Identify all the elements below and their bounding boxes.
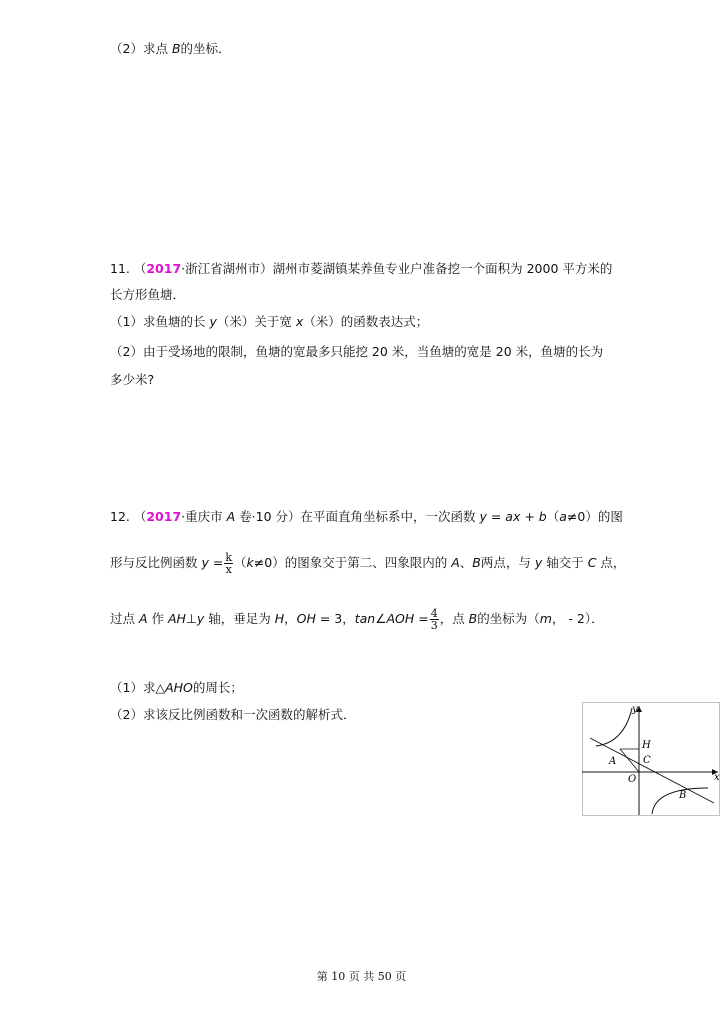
q12-part2: （2）求该反比例函数和一次函数的解析式．	[110, 707, 356, 722]
hyperbola-branch-upper-left	[596, 708, 632, 746]
q11-part2: （2）由于受场地的限制，鱼塘的宽最多只能挖 20 米，当鱼塘的宽是 20 米，鱼塘的长为	[110, 344, 604, 359]
q10-part2: （2）求点 B的坐标．	[110, 41, 231, 56]
q11-part2-cont: 多少米?	[110, 372, 155, 387]
label-B: B	[679, 790, 687, 801]
label-H: H	[642, 740, 651, 751]
segment-AO	[620, 749, 639, 772]
fraction-k-over-x: $\frac{k}{x}$	[225, 551, 233, 576]
q12-line2: 形与反比例函数 y = $\frac{k}{x}$ （k≠0）的图象交于第二、四象限内的 A、B两点，与 y 轴交于 C 点，	[110, 551, 626, 576]
label-C: C	[643, 755, 651, 766]
q12-line1: 12. （2017·重庆市 A 卷·10 分）在平面直角坐标系中，一次函数 y = ax + b（a≠0）的图	[110, 509, 623, 524]
q11-line1: 11. （2017·浙江省湖州市）湖州市菱湖镇某养鱼专业户准备挖一个面积为 2000 平方米的	[110, 261, 613, 276]
q11-line2: 长方形鱼塘．	[110, 287, 186, 302]
label-x: x	[714, 772, 720, 783]
q12-part1: （1）求△AHO的周长；	[110, 680, 243, 695]
label-A: A	[609, 756, 617, 767]
q12-line3: 过点 A 作 AH⊥y 轴，垂足为 H，OH = 3，tan∠AOH = $\frac{4}{3}$ ，点 B的坐标为（m， - 2）．	[110, 607, 604, 632]
linear-function-line	[590, 738, 714, 803]
label-O: O	[628, 774, 637, 785]
coordinate-figure	[582, 702, 720, 816]
page-footer: 第 10 页 共 50 页	[316, 970, 407, 983]
figure-border	[583, 703, 720, 816]
q11-part1: （1）求鱼塘的长 y（米）关于宽 x（米）的函数表达式；	[110, 314, 429, 329]
year-badge: 2017	[146, 509, 182, 524]
year-badge: 2017	[146, 261, 182, 276]
label-y: y	[632, 704, 638, 715]
fraction-4-over-3: $\frac{4}{3}$	[430, 607, 438, 632]
